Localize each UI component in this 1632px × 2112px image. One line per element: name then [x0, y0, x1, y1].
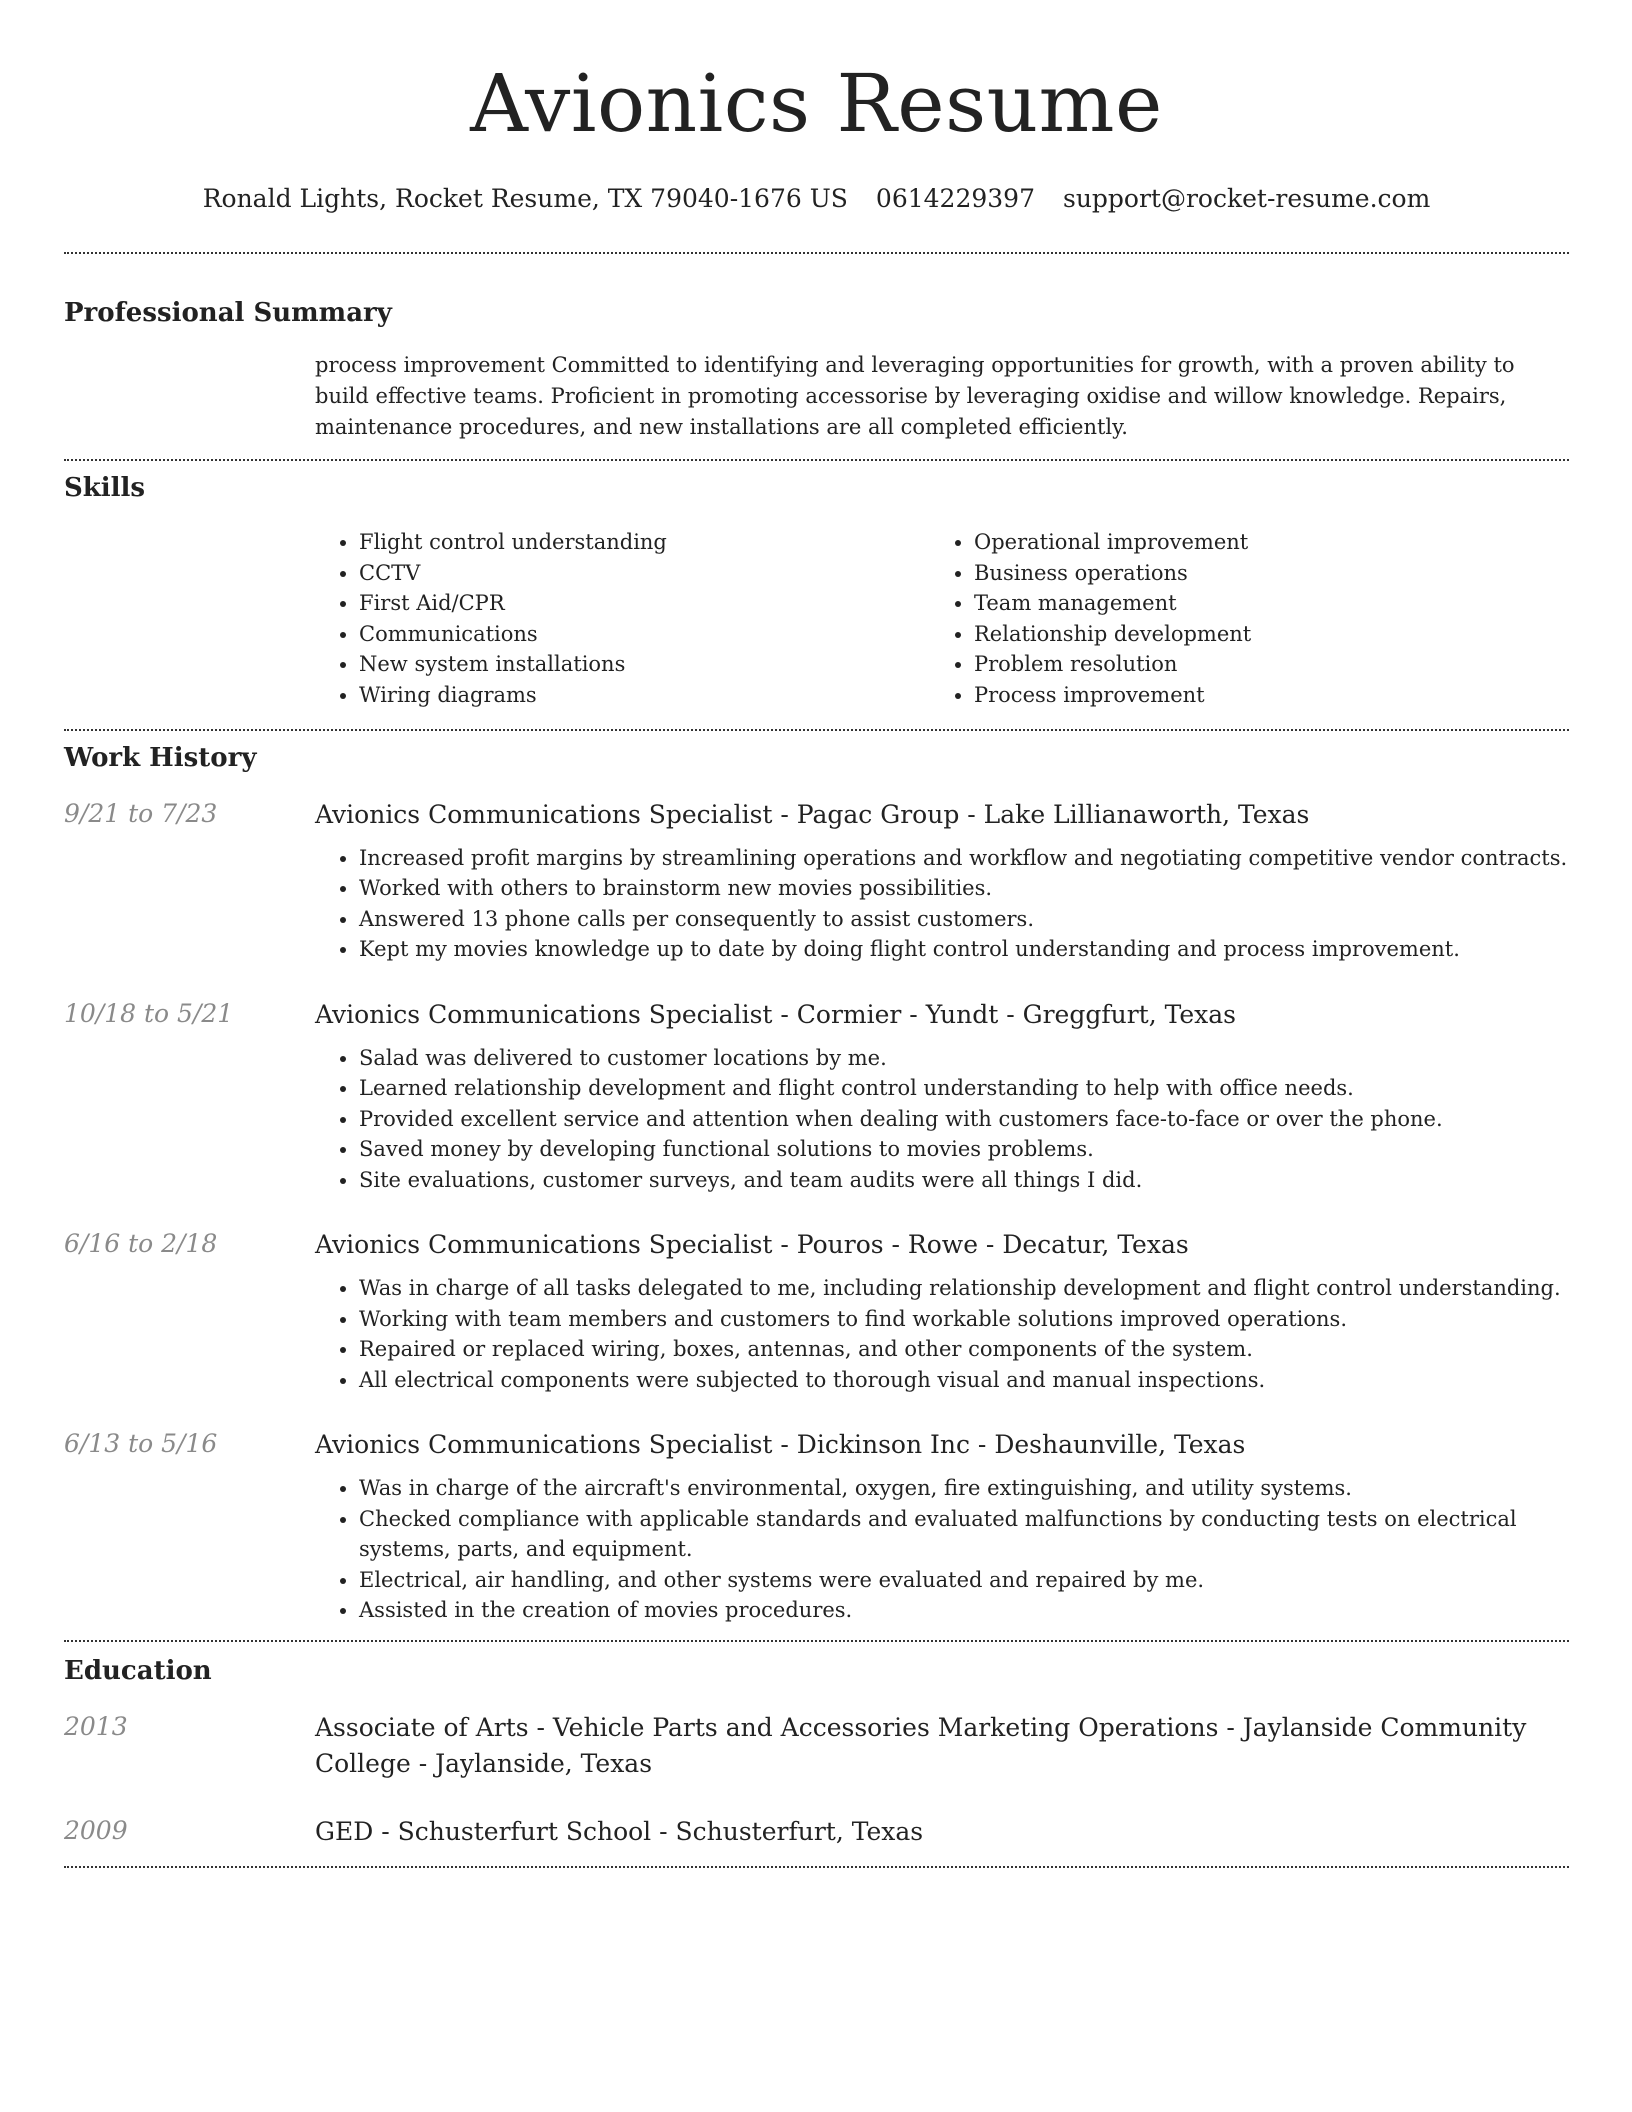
work-section [64, 741, 1569, 1626]
job-bullet: • All electrical components were subjected to thorough visual and manual inspections. [359, 1365, 1569, 1396]
job-dates: 9/21 to 7/23 [64, 798, 218, 828]
job-title: Avionics Communications Specialist - Pagac Group - Lake Lillianaworth, Texas [315, 799, 1310, 829]
summary-heading: Professional Summary [64, 298, 392, 328]
skills-divider [64, 729, 1569, 731]
job-bullet: • Worked with others to brainstorm new movies possibilities. [359, 873, 1569, 904]
contact-line [64, 182, 1569, 216]
skill-item: • New system installations [359, 649, 930, 680]
job-dates: 6/16 to 2/18 [64, 1229, 218, 1259]
job-title: Avionics Communications Specialist - Pouros - Rowe - Decatur, Texas [315, 1230, 1189, 1260]
job-bullets [315, 1043, 1569, 1196]
job-body [315, 1427, 1569, 1626]
skill-item: • Relationship development [974, 619, 1545, 650]
skills-column-left [315, 527, 930, 711]
education-section [64, 1654, 1569, 1850]
education-entry [64, 1710, 1569, 1782]
job-bullet: • Site evaluations, customer surveys, and team audits were all things I did. [359, 1165, 1569, 1196]
job-dates: 6/13 to 5/16 [64, 1429, 218, 1459]
skill-item: • Process improvement [974, 680, 1545, 711]
job-entry [64, 797, 1569, 965]
job-entry [64, 1427, 1569, 1626]
contact-phone: 0614229397 [875, 184, 1035, 213]
skill-item: • Team management [974, 588, 1545, 619]
job-bullet: • Checked compliance with applicable standards and evaluated malfunctions by conducting tests on electrical systems, parts, and equipment. [359, 1504, 1569, 1565]
summary-text: process improvement Committed to identifying and leveraging opportunities for growth, with a proven ability to build effective teams. Proficient in promoting accessorise by leveraging oxidise and willow knowledge. Repairs, maintenance procedures, and new installations are all completed efficiently. [315, 353, 1515, 439]
job-bullet: • Kept my movies knowledge up to date by doing flight control understanding and process improvement. [359, 934, 1569, 965]
skill-item: • Problem resolution [974, 649, 1545, 680]
education-detail: GED - Schusterfurt School - Schusterfurt, Texas [315, 1816, 924, 1846]
job-bullet: • Increased profit margins by streamlining operations and workflow and negotiating competitive vendor contracts. [359, 843, 1569, 874]
job-bullet: • Was in charge of the aircraft's environmental, oxygen, fire extinguishing, and utility systems. [359, 1473, 1569, 1504]
summary-divider [64, 459, 1569, 461]
job-bullet: • Electrical, air handling, and other systems were evaluated and repaired by me. [359, 1565, 1569, 1596]
skill-item: • CCTV [359, 558, 930, 589]
job-bullet: • Was in charge of all tasks delegated to me, including relationship development and flight control understanding. [359, 1273, 1569, 1304]
job-title: Avionics Communications Specialist - Dickinson Inc - Deshaunville, Texas [315, 1430, 1246, 1460]
skill-item: • Communications [359, 619, 930, 650]
skill-item: • Operational improvement [974, 527, 1545, 558]
job-body [315, 1227, 1569, 1395]
education-year: 2009 [64, 1815, 128, 1845]
resume-title: Avionics Resume [470, 57, 1163, 150]
job-bullets [315, 843, 1569, 965]
education-entry [64, 1814, 1569, 1850]
job-bullet: • Answered 13 phone calls per consequently to assist customers. [359, 904, 1569, 935]
skills-list [315, 527, 1569, 711]
job-bullets [315, 1473, 1569, 1626]
work-heading: Work History [64, 742, 257, 773]
skill-item: • Flight control understanding [359, 527, 930, 558]
job-bullet: • Salad was delivered to customer locations by me. [359, 1043, 1569, 1074]
job-bullet: • Working with team members and customers to find workable solutions improved operations. [359, 1304, 1569, 1335]
header-divider [64, 252, 1569, 254]
education-heading: Education [64, 1655, 212, 1686]
job-bullet: • Saved money by developing functional solutions to movies problems. [359, 1134, 1569, 1165]
resume-page [64, 0, 1569, 1868]
skill-item: • Wiring diagrams [359, 680, 930, 711]
skills-section [64, 471, 1569, 711]
job-body [315, 797, 1569, 965]
job-bullet: • Learned relationship development and flight control understanding to help with office needs. [359, 1073, 1569, 1104]
education-year: 2013 [64, 1711, 128, 1741]
contact-address: Ronald Lights, Rocket Resume, TX 79040-1676 US [202, 184, 848, 213]
job-body [315, 997, 1569, 1196]
job-bullets [315, 1273, 1569, 1395]
job-entry [64, 1227, 1569, 1395]
job-bullet: • Provided excellent service and attention when dealing with customers face-to-face or over the phone. [359, 1104, 1569, 1135]
summary-section [64, 296, 1569, 443]
job-title: Avionics Communications Specialist - Cormier - Yundt - Greggfurt, Texas [315, 999, 1236, 1029]
skills-column-right [930, 527, 1545, 711]
education-detail: Associate of Arts - Vehicle Parts and Accessories Marketing Operations - Jaylanside Community College - Jaylanside, Texas [315, 1712, 1527, 1778]
contact-email: support@rocket-resume.com [1062, 184, 1431, 213]
job-bullet: • Assisted in the creation of movies procedures. [359, 1595, 1569, 1626]
job-dates: 10/18 to 5/21 [64, 998, 234, 1028]
work-divider [64, 1640, 1569, 1642]
education-divider [64, 1866, 1569, 1868]
skill-item: • Business operations [974, 558, 1545, 589]
job-bullet: • Repaired or replaced wiring, boxes, antennas, and other components of the system. [359, 1334, 1569, 1365]
job-entry [64, 997, 1569, 1196]
skill-item: • First Aid/CPR [359, 588, 930, 619]
skills-heading: Skills [64, 473, 146, 503]
